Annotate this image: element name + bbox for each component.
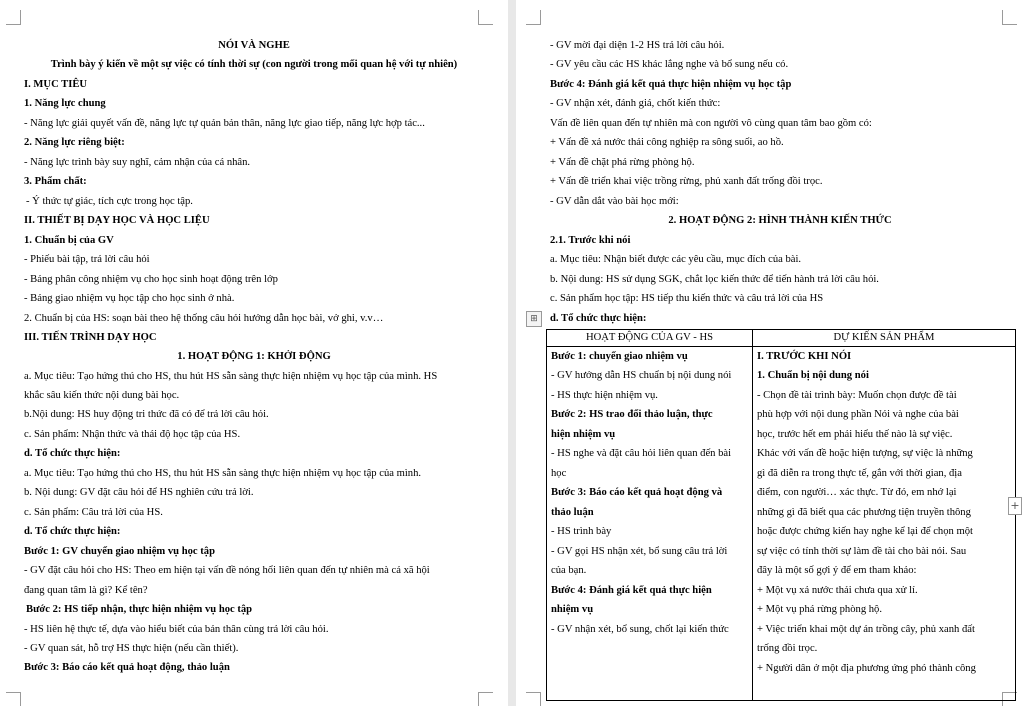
cell-line: Bước 4: Đánh giá kết quả thực hiện: [551, 585, 712, 596]
text-line: - Phiếu bài tập, trả lời câu hỏi: [24, 254, 150, 265]
text-line: a. Mục tiêu: Tạo hứng thú cho HS, thu hút HS sẵn sàng thực hiện nhiệm vụ học tập của mình. HS: [24, 371, 438, 382]
cell-line: + Một vụ xả nước thải chưa qua xử lí.: [757, 585, 918, 596]
step-heading: Bước 3: Báo cáo kết quả hoạt động, thảo luận: [24, 662, 230, 673]
text-line: c. Sản phẩm: Nhận thức và thái độ học tập của HS.: [24, 429, 241, 440]
crop-mark: [6, 692, 21, 706]
cell-line: - HS trình bày: [551, 526, 612, 537]
cell-line: sự việc có tính thời sự làm đề tài cho bài nói. Sau: [757, 546, 967, 557]
activity-table: [546, 329, 1016, 701]
subsection-heading: 2. Năng lực riêng biệt:: [24, 137, 125, 148]
text-line: c. Sản phẩm học tập: HS tiếp thu kiến thức và câu trả lời của HS: [550, 293, 824, 304]
cell-line: - GV gọi HS nhận xét, bổ sung câu trả lời: [551, 546, 728, 557]
text-line: c. Sản phẩm: Câu trả lời của HS.: [24, 507, 163, 518]
text-line: b. Nội dung: GV đặt câu hỏi để HS nghiên cứu trả lời.: [24, 487, 254, 498]
crop-mark: [1002, 10, 1017, 25]
cell-line: đây là một số gợi ý để em tham khảo:: [757, 565, 917, 576]
cell-line: - Chọn đề tài trình bày: Muốn chọn được đề tài: [757, 390, 957, 401]
subsection-heading: d. Tổ chức thực hiện:: [24, 448, 121, 459]
cell-line: Khác với vấn đề hoặc hiện tượng, sự việc là những: [757, 448, 973, 459]
subsection-heading: 1. Năng lực chung: [24, 98, 106, 109]
section-heading: I. MỤC TIÊU: [24, 79, 88, 90]
cell-line: gì đã diễn ra trong thực tế, gắn với thời gian, địa: [757, 468, 962, 479]
cell-line: thảo luận: [551, 507, 594, 518]
activity-heading: 2. HOẠT ĐỘNG 2: HÌNH THÀNH KIẾN THỨC: [668, 215, 892, 226]
step-heading: Bước 4: Đánh giá kết quả thực hiện nhiệm vụ học tập: [550, 79, 792, 90]
cell-line: - GV nhận xét, bổ sung, chốt lại kiến thức: [551, 624, 729, 635]
text-line: Vấn đề liên quan đến tự nhiên mà con người vô cùng quan tâm bao gồm có:: [550, 118, 872, 129]
text-line: đang quan tâm là gì? Kể tên?: [24, 585, 148, 596]
text-line: - GV mời đại diện 1-2 HS trả lời câu hỏi.: [550, 40, 725, 51]
table-cell-products: [753, 347, 1016, 701]
text-line: 2. Chuẩn bị của HS: soạn bài theo hệ thống câu hỏi hướng dẫn học bài, vở ghi, v.v…: [24, 313, 384, 324]
text-line: - HS liên hệ thực tế, dựa vào hiểu biết của bản thân cùng trả lời câu hỏi.: [24, 624, 329, 635]
crop-mark: [526, 10, 541, 25]
subsection-heading: d. Tổ chức thực hiện:: [550, 313, 647, 324]
cell-line: nhiệm vụ: [551, 604, 594, 615]
text-line: + Vấn đề xả nước thải công nghiệp ra sông suối, ao hồ.: [550, 137, 784, 148]
text-line: a. Mục tiêu: Tạo hứng thú cho HS, thu hút HS sẵn sàng thực hiện nhiệm vụ học tập của mình.: [24, 468, 422, 479]
cell-line: 1. Chuẩn bị nội dung nói: [757, 370, 869, 381]
cell-line: + Việc triển khai một dự án trồng cây, phủ xanh đất: [757, 624, 975, 635]
text-line: - GV quan sát, hỗ trợ HS thực hiện (nếu cần thiết).: [24, 643, 239, 654]
subsection-heading: 2.1. Trước khi nói: [550, 235, 631, 246]
crop-mark: [478, 692, 493, 706]
cell-line: - HS thực hiện nhiệm vụ.: [551, 390, 658, 401]
step-heading: Bước 1: GV chuyển giao nhiệm vụ học tập: [24, 546, 215, 557]
cell-line: - HS nghe và đặt câu hỏi liên quan đến bài: [551, 448, 732, 459]
crop-mark: [6, 10, 21, 25]
text-line: - GV đặt câu hỏi cho HS: Theo em hiện tại vấn đề nóng hổi liên quan đến tự nhiên mà cả xã hội: [24, 565, 430, 576]
cell-line: I. TRƯỚC KHI NÓI: [757, 351, 852, 362]
section-heading: III. TIẾN TRÌNH DẠY HỌC: [24, 332, 157, 343]
cell-line: những gì đã biết qua các phương tiện truyền thông: [757, 507, 971, 518]
text-line: - Ý thức tự giác, tích cực trong học tập.: [26, 196, 193, 207]
text-line: + Vấn đề triển khai việc trồng rừng, phủ xanh đất trống đồi trọc.: [550, 176, 823, 187]
doc-subtitle: Trình bày ý kiến về một sự việc có tính thời sự (con người trong mối quan hệ với tự nhiên): [50, 59, 458, 70]
text-line: b. Nội dung: HS sử dụng SGK, chắt lọc kiến thức để tiến hành trả lời câu hỏi.: [550, 274, 879, 285]
text-line: - GV dẫn dắt vào bài học mới:: [550, 196, 679, 207]
add-row-button[interactable]: +: [1008, 497, 1022, 515]
cell-line: Bước 2: HS trao đổi thảo luận, thực: [551, 409, 713, 420]
page-left: [0, 0, 508, 706]
cell-line: trống đồi trọc.: [757, 643, 818, 654]
text-line: a. Mục tiêu: Nhận biết được các yêu cầu, mục đích của bài.: [550, 254, 802, 265]
text-line: - GV yêu cầu các HS khác lắng nghe và bổ sung nếu có.: [550, 59, 789, 70]
text-line: b.Nội dung: HS huy động tri thức đã có để trả lời câu hỏi.: [24, 409, 269, 420]
table-header: HOẠT ĐỘNG CỦA GV - HS: [547, 330, 753, 347]
cell-line: phù hợp với nội dung phần Nói và nghe của bài: [757, 409, 959, 420]
cell-line: học, trước hết em phải hiểu thế nào là sự việc.: [757, 429, 953, 440]
cell-line: - GV hướng dẫn HS chuẩn bị nội dung nói: [551, 370, 732, 381]
cell-line: + Người dân ở một địa phương ứng phó thành công: [757, 663, 976, 674]
text-line: khắc sâu kiến thức nội dung bài học.: [24, 390, 180, 401]
text-line: - Bảng phân công nhiệm vụ cho học sinh hoạt động trên lớp: [24, 274, 278, 285]
step-heading: Bước 2: HS tiếp nhận, thực hiện nhiệm vụ học tập: [26, 604, 253, 615]
cell-line: học: [551, 468, 567, 479]
crop-mark: [478, 10, 493, 25]
table-move-handle-icon[interactable]: ⊞: [526, 311, 542, 327]
text-line: - Năng lực trình bày suy nghĩ, cảm nhận của cá nhân.: [24, 157, 251, 168]
cell-line: của bạn.: [551, 565, 587, 576]
cell-line: Bước 1: chuyển giao nhiệm vụ: [551, 351, 688, 362]
table-header: DỰ KIẾN SẢN PHẨM: [753, 330, 1016, 347]
section-heading: II. THIẾT BỊ DẠY HỌC VÀ HỌC LIỆU: [24, 215, 210, 226]
subsection-heading: 3. Phẩm chất:: [24, 176, 87, 187]
text-line: + Vấn đề chặt phá rừng phòng hộ.: [550, 157, 695, 168]
doc-title: NÓI VÀ NGHE: [218, 40, 290, 51]
crop-mark: [526, 692, 541, 706]
text-line: - Năng lực giải quyết vấn đề, năng lực tự quản bản thân, năng lực giao tiếp, năng lực hợp tác...: [24, 118, 425, 129]
cell-line: + Một vụ phá rừng phòng hộ.: [757, 604, 883, 615]
cell-line: điểm, con người… xác thực. Từ đó, em nhớ lại: [757, 487, 957, 498]
text-line: - Bảng giao nhiệm vụ học tập cho học sinh ở nhà.: [24, 293, 235, 304]
page-right: [516, 0, 1027, 706]
activity-heading: 1. HOẠT ĐỘNG 1: KHỞI ĐỘNG: [177, 351, 331, 362]
text-line: - GV nhận xét, đánh giá, chốt kiến thức:: [550, 98, 721, 109]
cell-line: hoặc được chứng kiến hay nghe kể lại để chọn một: [757, 526, 973, 537]
cell-line: hiện nhiệm vụ: [551, 429, 616, 440]
subsection-heading: 1. Chuẩn bị của GV: [24, 235, 114, 246]
subsection-heading: d. Tổ chức thực hiện:: [24, 526, 121, 537]
cell-line: Bước 3: Báo cáo kết quả hoạt động và: [551, 487, 723, 498]
table-cell-activities: [547, 347, 753, 701]
